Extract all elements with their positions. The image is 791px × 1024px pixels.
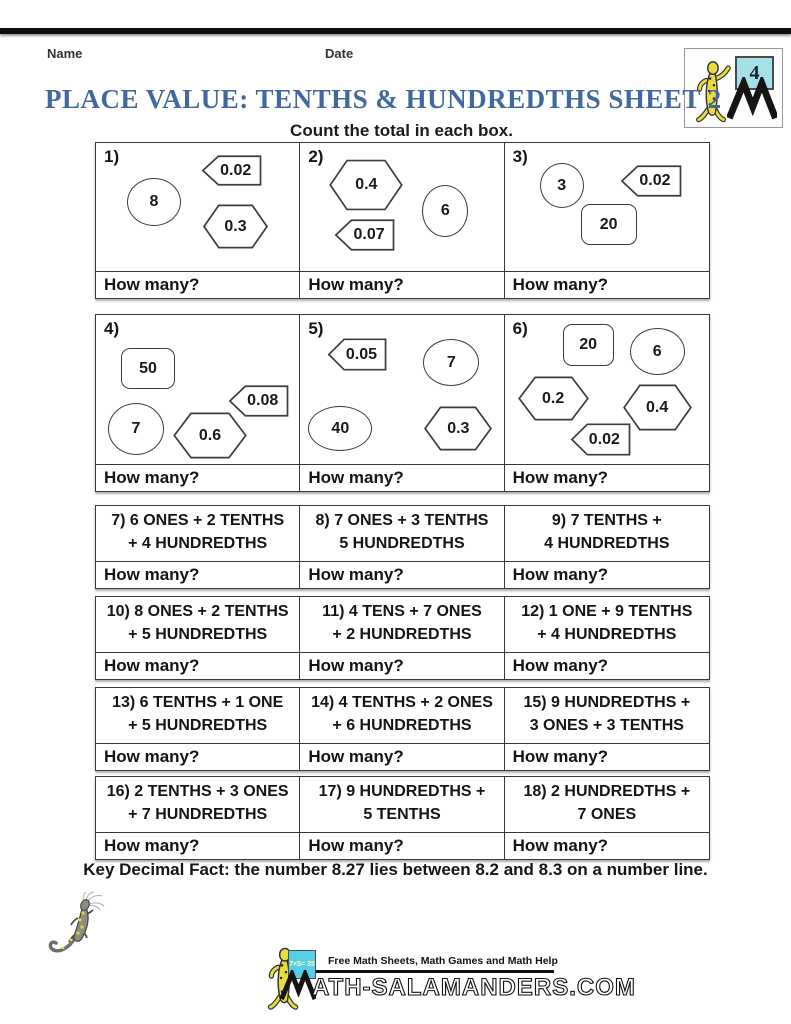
- pentagon-shape: [327, 338, 388, 371]
- hexagon-shape: [622, 384, 693, 431]
- rounded-rect-shape: [121, 348, 175, 389]
- shape-value: 0.4: [355, 176, 378, 193]
- shape-value: 0.2: [542, 389, 565, 407]
- shape-box-3: [505, 143, 709, 271]
- box-label: 6): [512, 319, 528, 338]
- shape-box-4: [96, 315, 300, 464]
- how-many-label: How many?: [96, 833, 300, 859]
- box-label: 4): [104, 319, 120, 338]
- m-logo-icon: [727, 77, 777, 123]
- footer-logo: [256, 944, 636, 1014]
- shape-value: 40: [331, 419, 350, 437]
- how-many-label: How many?: [96, 562, 300, 588]
- pentagon-shape: [334, 219, 396, 251]
- how-many-label: How many?: [505, 272, 709, 298]
- footer-rule: [316, 970, 554, 973]
- problem-line: + 5 HUNDREDTHS: [128, 717, 268, 734]
- problem-line: 9) 7 TENTHS +: [551, 512, 662, 529]
- shape-value: 0.3: [447, 419, 470, 437]
- shape-value: 3: [557, 176, 567, 194]
- rounded-rect-shape: [563, 324, 614, 366]
- shape-value: 0.07: [353, 226, 385, 243]
- how-many-label: How many?: [505, 833, 709, 859]
- how-many-label: How many?: [505, 744, 709, 770]
- shape-value: 6: [652, 342, 662, 360]
- how-many-label: How many?: [300, 562, 504, 588]
- word-table-3: [95, 687, 710, 771]
- circle-shape: [540, 163, 584, 208]
- problem-line: + 5 HUNDREDTHS: [128, 626, 268, 643]
- how-many-label: How many?: [300, 833, 504, 859]
- shape-value: 0.08: [247, 392, 279, 409]
- circle-shape: [630, 328, 685, 375]
- how-many-label: How many?: [96, 465, 300, 491]
- problem-cell-18: [505, 777, 709, 832]
- problem-cell-13: [96, 688, 300, 743]
- problem-line: 16) 2 TENTHS + 3 ONES: [106, 783, 289, 800]
- hexagon-shape: [423, 406, 493, 451]
- problem-line: + 2 HUNDREDTHS: [332, 626, 472, 643]
- ellipse-shape: [308, 406, 372, 451]
- problem-line: 8) 7 ONES + 3 TENTHS: [315, 512, 489, 529]
- shape-value: 0.6: [198, 426, 222, 444]
- rounded-rect-shape: [581, 204, 637, 245]
- hexagon-shape: [202, 204, 269, 249]
- circle-shape: [108, 403, 164, 455]
- top-divider-bar: [0, 28, 791, 34]
- circle-shape: [423, 339, 479, 386]
- problem-cell-17: [300, 777, 504, 832]
- name-label: Name: [47, 46, 83, 61]
- shape-value: 8: [149, 193, 159, 210]
- problem-cell-10: [96, 597, 300, 652]
- how-many-label: How many?: [300, 272, 504, 298]
- how-many-label: How many?: [96, 744, 300, 770]
- problem-cell-14: [300, 688, 504, 743]
- problem-line: + 7 HUNDREDTHS: [128, 806, 268, 823]
- pentagon-shape: [201, 155, 263, 186]
- page-title: PLACE VALUE: TENTHS & HUNDREDTHS SHEET 2: [45, 84, 722, 114]
- problem-line: 14) 4 TENTHS + 2 ONES: [311, 694, 493, 711]
- shape-value: 6: [440, 202, 450, 219]
- how-many-label: How many?: [96, 272, 300, 298]
- pentagon-shape: [570, 423, 632, 456]
- word-table-1: [95, 505, 710, 589]
- hexagon-shape: [172, 412, 248, 459]
- circle-shape: [422, 185, 468, 237]
- shape-value: 0.4: [646, 398, 669, 416]
- hexagon-shape: [328, 159, 404, 211]
- box-label: 5): [308, 319, 324, 338]
- word-table-4: [95, 776, 710, 860]
- shape-value: 0.05: [345, 345, 378, 363]
- how-many-label: How many?: [300, 465, 504, 491]
- problem-line: 3 ONES + 3 TENTHS: [529, 717, 684, 734]
- problem-cell-7: [96, 506, 300, 561]
- shape-value: 0.02: [639, 172, 671, 189]
- shape-value: 50: [139, 359, 157, 377]
- problem-line: 12) 1 ONE + 9 TENTHS: [521, 603, 693, 620]
- problem-line: 18) 2 HUNDREDTHS +: [523, 783, 691, 800]
- word-table-2: [95, 596, 710, 680]
- problem-line: 5 HUNDREDTHS: [339, 535, 465, 552]
- problem-cell-16: [96, 777, 300, 832]
- page-subtitle: Count the total in each box.: [290, 121, 513, 140]
- box-label: 2): [308, 147, 324, 166]
- problem-line: + 4 HUNDREDTHS: [128, 535, 268, 552]
- shape-value: 20: [579, 336, 598, 353]
- problem-cell-15: [505, 688, 709, 743]
- shape-value: 7: [131, 420, 141, 437]
- shape-value: 0.02: [588, 430, 620, 448]
- date-label: Date: [325, 46, 354, 61]
- grade-number: 4: [749, 61, 760, 84]
- shape-table-1: [95, 142, 710, 299]
- problem-line: 5 TENTHS: [363, 806, 441, 823]
- footer-tagline: Free Math Sheets, Math Games and Math Help: [328, 955, 558, 967]
- shape-value: 20: [599, 215, 618, 233]
- problem-line: 7 ONES: [577, 806, 637, 823]
- problem-cell-8: [300, 506, 504, 561]
- m-logo-icon: [280, 970, 316, 1002]
- problem-line: 4 HUNDREDTHS: [544, 535, 670, 552]
- problem-line: + 6 HUNDREDTHS: [332, 717, 472, 734]
- how-many-label: How many?: [300, 744, 504, 770]
- problem-line: 10) 8 ONES + 2 TENTHS: [106, 603, 289, 620]
- problem-cell-12: [505, 597, 709, 652]
- shape-table-2: [95, 314, 710, 492]
- shape-value: 0.3: [224, 217, 247, 235]
- board-text: 7×5= 35: [289, 960, 315, 968]
- problem-line: 15) 9 HUNDREDTHS +: [523, 694, 691, 711]
- problem-cell-9: [505, 506, 709, 561]
- how-many-label: How many?: [505, 562, 709, 588]
- how-many-label: How many?: [96, 653, 300, 679]
- problem-line: 7) 6 ONES + 2 TENTHS: [111, 512, 285, 529]
- shape-value: 7: [446, 353, 456, 371]
- shape-box-1: [96, 143, 300, 271]
- shape-box-2: [300, 143, 504, 271]
- hexagon-shape: [517, 376, 590, 421]
- site-name: ATH-SALAMANDERS.COM: [312, 974, 636, 1001]
- shape-box-6: [505, 315, 709, 464]
- box-label: 1): [104, 147, 120, 166]
- shape-value: 0.02: [220, 161, 252, 179]
- key-fact-text: Key Decimal Fact: the number 8.27 lies between 8.2 and 8.3 on a number line.: [83, 860, 708, 879]
- how-many-label: How many?: [505, 653, 709, 679]
- box-label: 3): [512, 147, 528, 166]
- lizard-icon: [42, 890, 108, 956]
- circle-shape: [127, 178, 181, 226]
- how-many-label: How many?: [300, 653, 504, 679]
- problem-line: 17) 9 HUNDREDTHS +: [318, 783, 486, 800]
- problem-line: + 4 HUNDREDTHS: [537, 626, 677, 643]
- problem-line: 13) 6 TENTHS + 1 ONE: [112, 694, 284, 711]
- shape-box-5: [300, 315, 504, 464]
- problem-line: 11) 4 TENS + 7 ONES: [322, 603, 482, 620]
- problem-cell-11: [300, 597, 504, 652]
- pentagon-shape: [620, 165, 683, 197]
- how-many-label: How many?: [505, 465, 709, 491]
